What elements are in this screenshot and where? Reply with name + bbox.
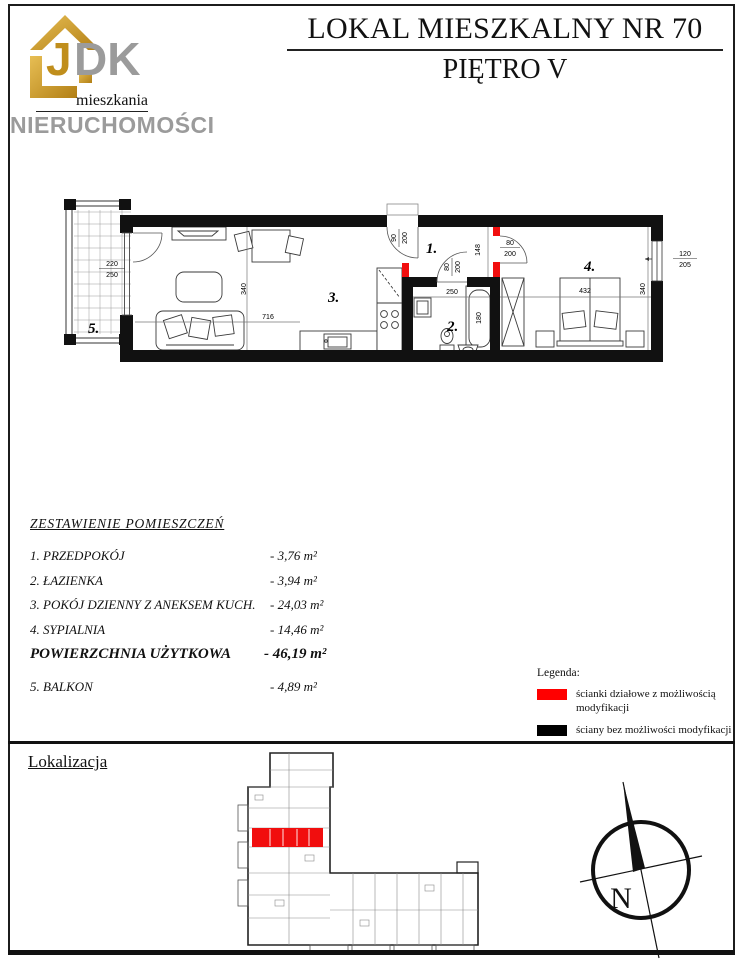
site-plan-balconies: [238, 805, 474, 953]
svg-text:220: 220: [106, 261, 118, 268]
dim-balcony-door: [99, 261, 125, 279]
sofa: [156, 311, 244, 350]
kitchen-annex: [300, 268, 402, 351]
svg-text:340: 340: [640, 283, 647, 295]
legend-item: ścianki działowe z możliwością modyfikacji: [537, 688, 735, 716]
room-area-table: [30, 516, 390, 704]
bedroom-window: [645, 241, 662, 281]
compass-north-label: N: [610, 882, 632, 915]
page-title: LOKAL MIESZKALNY NR 70: [287, 12, 723, 51]
highlighted-unit: [252, 828, 323, 847]
dim-entry-door: [391, 229, 409, 247]
page-subtitle: PIĘTRO V: [442, 54, 568, 85]
svg-text:340: 340: [241, 283, 248, 295]
nightstand: [536, 331, 554, 347]
legend-item: ściany bez możliwości modyfikacji: [537, 724, 735, 738]
wardrobe: [502, 278, 524, 346]
svg-text:90: 90: [391, 234, 398, 242]
dim-bath-width: 250: [446, 289, 458, 296]
dim-hall-width: [475, 244, 482, 256]
section-divider: [8, 741, 735, 744]
svg-text:200: 200: [455, 261, 462, 273]
svg-text:80: 80: [506, 240, 514, 247]
black-wall-swatch-icon: [537, 725, 567, 736]
logo-company-name: NIERUCHOMOŚCI: [10, 112, 215, 138]
site-plan: [225, 750, 495, 956]
logo-letter-j: J: [46, 33, 72, 85]
tv-cabinet: [172, 227, 226, 240]
dim-living-depth: [241, 283, 248, 295]
svg-text:180: 180: [476, 312, 483, 324]
room-label-balcony: 5.: [88, 321, 100, 337]
dim-window: [673, 251, 697, 269]
svg-text:205: 205: [679, 262, 691, 269]
table-total-row: POWIERZCHNIA UŻYTKOWA - 46,19 m²: [30, 646, 327, 662]
table-row: 4. SYPIALNIA - 14,46 m²: [30, 621, 324, 637]
red-wall-swatch-icon: [537, 689, 567, 700]
compass-needle: [623, 782, 645, 872]
room-label-hall: 1.: [426, 241, 438, 257]
svg-text:120: 120: [679, 251, 691, 258]
company-logo: [8, 6, 278, 146]
legend: [537, 666, 735, 746]
dim-bed-width: 432: [579, 288, 591, 295]
room-label-bathroom: 2.: [447, 319, 459, 335]
title-block: [287, 12, 723, 86]
svg-text:148: 148: [475, 244, 482, 256]
north-compass: [575, 770, 725, 960]
room-label-bedroom: 4.: [584, 259, 596, 275]
entry-door: [387, 204, 418, 258]
svg-text:200: 200: [402, 232, 409, 244]
nightstand: [626, 331, 644, 347]
table-balcony-row: 5. BALKON - 4,89 m²: [30, 679, 317, 694]
svg-text:80: 80: [444, 263, 451, 271]
washing-machine: [414, 298, 431, 317]
modifiable-partition-walls: [402, 227, 500, 277]
dim-bedroom-depth: [640, 283, 647, 295]
page-bottom-rule: [8, 950, 735, 955]
table-row: 1. PRZEDPOKÓJ - 3,76 m²: [30, 548, 317, 563]
coffee-table: [176, 272, 222, 302]
table-heading: ZESTAWIENIE POMIESZCZEŃ: [30, 516, 225, 531]
dining-table-chairs: [234, 230, 303, 262]
logo-subtitle: mieszkania: [36, 92, 148, 112]
table-row: 3. POKÓJ DZIENNY Z ANEKSEM KUCH. - 24,03 m²: [30, 597, 324, 612]
svg-text:200: 200: [504, 251, 516, 258]
logo-letters-dk: DK: [74, 33, 141, 85]
dim-bed-door: [500, 240, 520, 258]
balcony-door: [122, 233, 162, 315]
site-plan-interior-walls: [248, 753, 478, 945]
location-heading: Lokalizacja: [28, 752, 108, 771]
apartment-floor-plan: [55, 195, 715, 367]
dim-living-width: 716: [262, 314, 274, 321]
table-row: 2. ŁAZIENKA - 3,94 m²: [30, 572, 317, 588]
room-label-living: 3.: [328, 290, 340, 306]
legend-title: Legenda:: [537, 667, 580, 679]
dim-tub-length: [476, 312, 483, 324]
furniture: [156, 227, 644, 357]
svg-text:250: 250: [106, 272, 118, 279]
dim-bath-door: [444, 258, 462, 276]
